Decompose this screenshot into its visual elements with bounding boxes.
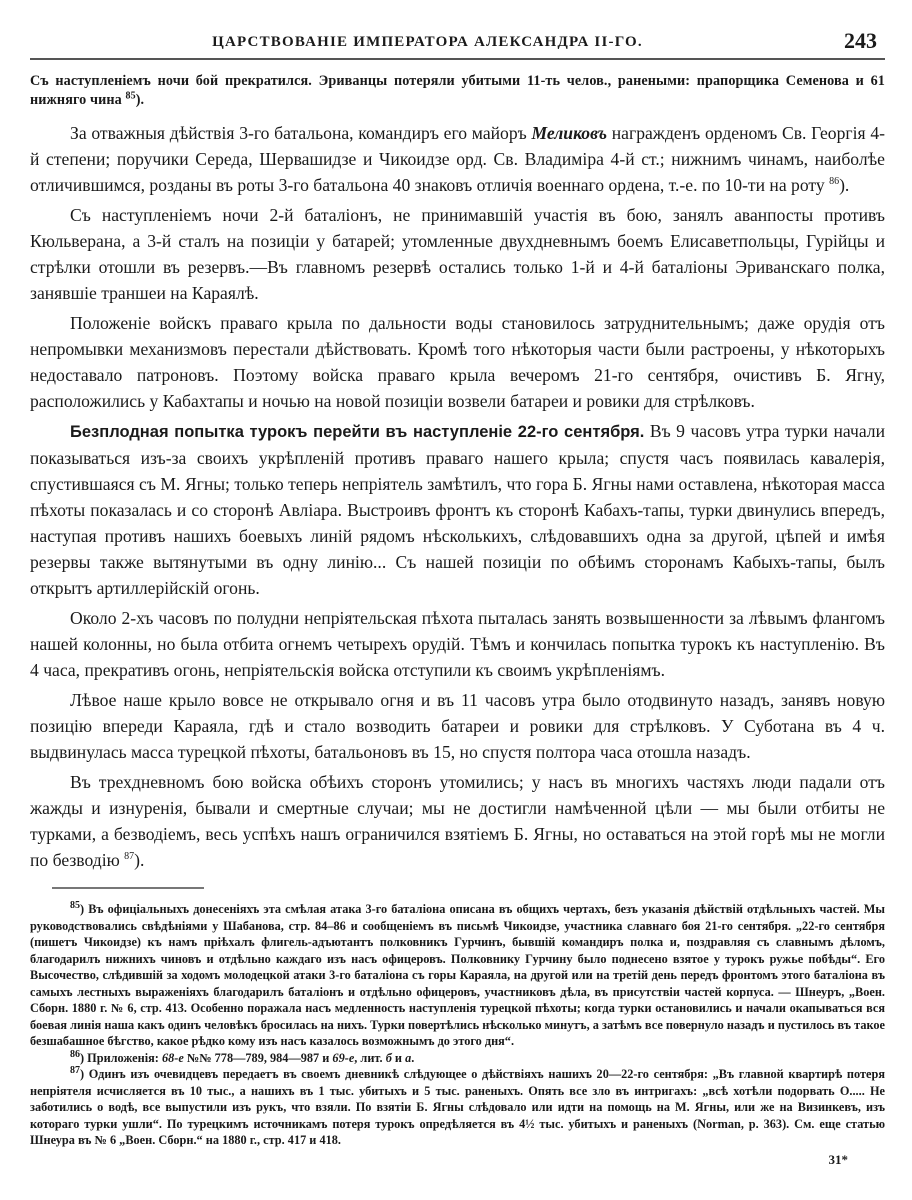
footnotes [30, 901, 885, 1149]
footnote-87 [30, 1066, 885, 1149]
footnote-86 [30, 1050, 885, 1067]
footnote-text: и [391, 1050, 406, 1065]
footnote-number: 87 [70, 1064, 80, 1076]
paragraph-turkish-attempt [30, 418, 885, 601]
paragraph-right-wing [30, 310, 885, 414]
footnote-number: 85 [70, 899, 80, 911]
footnote-ref[interactable]: 85 [125, 90, 136, 102]
footnote-text: . [411, 1050, 415, 1065]
appendix-ref: 68-е [161, 1050, 184, 1065]
footnote-divider [52, 887, 204, 889]
paragraph-awards [30, 120, 885, 198]
paragraph-text: Въ трехдневномъ бою войска обѣихъ сторонъ утомились; у насъ въ многихъ частяхъ люди падали отъ жажды и изнуренія, бывали и смертные случаи; мы не достигли намѣченной цѣли — мы были отбиты не турками, а безводіемъ, весь успѣхъ нашъ ограничился взятіемъ Б. Ягны, но оставаться на этой горѣ мы не могли по безводію [30, 772, 885, 870]
paragraph-text: Съ наступленіемъ ночи 2-й баталіонъ, не принимавшій участія въ бою, занялъ аванпосты противъ Кюльверана, а 3-й сталъ на позиціи у батарей; утомленные двухдневнымъ боемъ Елисаветпольцы, Гурійцы и стрѣлки отошли въ резервъ.—Въ главномъ резервѣ остались только 1-й и 4-й баталіоны Эриванскаго полка, занявшіе траншеи на Караялѣ. [30, 205, 885, 303]
footnote-text: ) Одинъ изъ очевидцевъ передаетъ въ своемъ дневникѣ слѣдующее о дѣйствіяхъ нашихъ 20—22-го сентября: „Въ главной квартирѣ потеря непріятеля исчисляется въ 10 тыс., а нашихъ въ 1 тыс. убитыхъ и 5 тыс. раненыхъ. Опять все зло въ интригахъ: „всѣ хотѣли подорвать О..... Не заботились о водѣ, все выпустили изъ рукъ, что взяли. По взятіи Б. Ягны слѣдовало или идти на помощь на М. Ягны, или же на Визинкевъ, изъ котораго турки ушли“. По турецкимъ источникамъ потеря турокъ опредѣляется въ 4½ тыс. убитыхъ и раненыхъ (Norman, p. 363). См. еще статью Шнеура въ № 6 „Воен. Сборн.“ на 1880 г., стр. 417 и 418. [30, 1067, 885, 1147]
signature-mark: 31* [828, 1151, 848, 1167]
footnote-text: ) Приложенія: [80, 1050, 162, 1065]
page-number: 243 [844, 28, 877, 53]
appendix-ref: 69-е [332, 1050, 355, 1065]
paragraph-text: Положеніе войскъ праваго крыла по дальности воды становилось затруднительнымъ; даже орудія отъ непромывки механизмовъ перестали дѣйствовать. Кромѣ того нѣкоторыя части были растроены, у нѣкоторыхъ недоставало патроновъ. Поэтому войска праваго крыла вечеромъ 21-го сентября, очистивъ Б. Ягну, расположились у Кабахтапы и ночью на новой позиціи возвели батареи и ровики для стрѣлковъ. [30, 313, 885, 411]
paragraph-text: Лѣвое наше крыло вовсе не открывало огня и въ 11 часовъ утра было отодвинуто назадъ, занявъ новую позицію впереди Караяла, гдѣ и стало возводить батареи и ровики для стрѣлковъ. У Суботана въ 4 ч. выдвинулась масса турецкой пѣхоты, батальоновъ въ 15, но спустя полтора часа отошла назадъ. [30, 690, 885, 762]
paragraph-three-day-battle [30, 769, 885, 873]
footnote-ref[interactable]: 86 [829, 176, 840, 188]
section-heading: Безплодная попытка турокъ перейти въ наступленіе 22-го сентября. [70, 423, 645, 441]
paragraph-text: Около 2-хъ часовъ по полудни непріятельская пѣхота пыталась занять возвышенности за лѣвымъ флангомъ нашей колонны, но была отбита огнемъ четырехъ орудій. Тѣмъ и кончилась попытка турокъ къ наступленію. Въ 4 часа, прекративъ огонь, непріятельскія войска отступили къ своимъ укрѣпленіямъ. [30, 608, 885, 680]
page-header [30, 28, 885, 60]
lead-tail: ). [135, 92, 145, 108]
paragraph-afternoon [30, 605, 885, 683]
paragraph-tail: ). [134, 850, 145, 870]
paragraph-text: Въ 9 часовъ утра турки начали показываться изъ-за своихъ укрѣпленій противъ праваго нашего крыла; спустя часъ появилась кавалерія, спустившаяся съ М. Ягны; только теперь непріятель замѣтилъ, что гора Б. Ягны нами оставлена, нѣкоторая масса пѣхоты показалась и со сторонѣ Авліара. Выстроивъ фронтъ къ сторонѣ Кабахъ-тапы, турки двинулись впередъ, наступая противъ нашихъ боевыхъ линій рядомъ нѣсколькихъ, слѣдовавшихъ одна за другой, цѣпей и имѣя резервы также вытянутыми въ одну линію... Съ нашей позиціи по обѣимъ сторонамъ Кабыхъ-тапы, былъ открытъ артиллерійскій огонь. [30, 421, 885, 598]
footnote-text: ) Въ офиціальныхъ донесеніяхъ эта смѣлая атака 3-го баталіона описана въ общихъ чертахъ, безъ указанія дѣйствій отдѣльныхъ частей. Мы руководствовались свѣдѣніями у Шабанова, стр. 84–86 и сообщеніемъ въ письмѣ Чикоидзе, участника славнаго боя 21-го сентября. „22-го сентября (пишетъ Чикоидзе) къ намъ пріѣхалъ флигель-адъютантъ полковникъ Гурчинъ, бывшій командиръ полка и, поздравляя съ славнымъ дѣломъ, благодарилъ нижнихъ чиновъ и отдѣльно каждаго изъ насъ офицеровъ. Полковнику Гурчину было поднесено взятое у турокъ ружье побѣды“. Его Высочество, слѣдившій за ходомъ молодецкой атаки 3-го баталіона съ горы Караяла, на другой или на третій день передъ фронтомъ этого баталіона въ самыхъ лестныхъ выраженіяхъ благодарилъ баталіонъ и отдѣльно офицеровъ, участниковъ дѣла, въ присутствіи частей корпуса. — Шнеуръ, „Воен. Сборн. 1880 г. № 6, стр. 413. Особенно поражала насъ медленность наступленія турецкой пѣхоты; когда турки остановились и начали окапываться вся боевая линія наша какъ одинъ человѣкъ бросилась на нихъ. Турки повертѣлись нѣсколько минутъ, а затѣмъ все повернуло назадъ и пустилось въ такое безшабашное бѣгство, какое рѣдко кому изъ насъ казалось возможнымъ до этого дня“. [30, 902, 885, 1048]
letter-ref: а [405, 1050, 412, 1065]
paragraph-tail: ). [839, 175, 850, 195]
emphasized-name: Меликовъ [531, 123, 608, 143]
paragraph-text: За отважныя дѣйствія 3-го батальона, командиръ его майоръ [70, 123, 532, 143]
footnote-text: №№ 778—789, 984—987 и [183, 1050, 333, 1065]
footnote-number: 86 [70, 1048, 80, 1060]
paragraph-night-positions [30, 202, 885, 306]
running-title: ЦАРСТВОВАНІЕ ИМПЕРАТОРА АЛЕКСАНДРА II-ГО. [212, 34, 643, 50]
footnote-85 [30, 901, 885, 1050]
paragraph-text: награжденъ орденомъ Св. Георгія 4-й степени; поручики Середа, Шервашидзе и Чикоидзе орд. Св. Владиміра 4-й ст.; нижнимъ чинамъ, наиболѣе отличившимся, розданы въ роты 3-го батальона 40 знаковъ отличія военнаго ордена, т.-е. по 10-ти на роту [30, 123, 885, 195]
lead-paragraph [30, 72, 885, 110]
lead-text: Съ наступленіемъ ночи бой прекратился. Эриванцы потеряли убитыми 11-ть челов., ранеными: прапорщика Семенова и 61 нижняго чина [30, 73, 885, 108]
letter-ref: б [385, 1050, 392, 1065]
footnote-text: , лит. [354, 1050, 386, 1065]
main-text [30, 72, 885, 873]
footnote-ref[interactable]: 87 [124, 851, 135, 863]
paragraph-left-wing [30, 687, 885, 765]
